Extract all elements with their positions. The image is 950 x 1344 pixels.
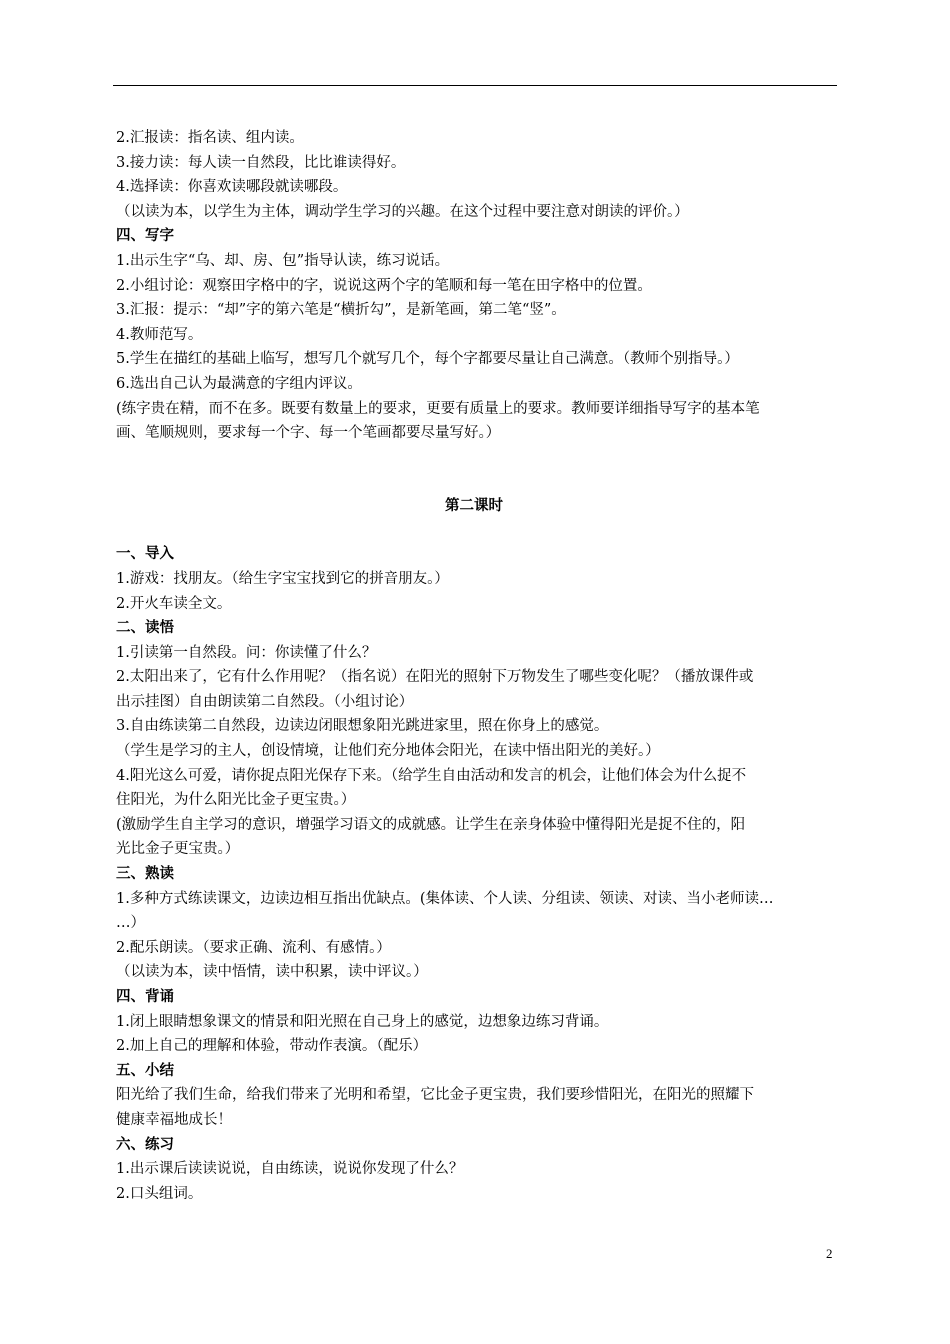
section-heading: 四、写字 [116,228,174,245]
text-line: 健康幸福地成长！ [116,1111,232,1128]
section-writing [116,126,836,446]
text-line: 1.多种方式练读课文，边读边相互指出优缺点。(集体读、个人读、分组读、领读、对读、当小老师读… [116,890,774,907]
text-line: 2.配乐朗读。（要求正确、流利、有感情。） [116,939,391,956]
text-line: 1.引读第一自然段。问：你读懂了什么？ [116,644,377,661]
text-line: 住阳光，为什么阳光比金子更宝贵。） [116,792,356,809]
section-second-lesson [116,542,836,1206]
text-line: 画、笔顺规则，要求每一个字、每一个笔画都要尽量写好。） [116,425,501,442]
text-line: 4.选择读：你喜欢读哪段就读哪段。 [116,179,348,196]
text-line: 出示挂图）自由朗读第二自然段。（小组讨论） [116,693,414,710]
text-line: 6.选出自己认为最满意的字组内评议。 [116,375,362,392]
text-line: 阳光给了我们生命，给我们带来了光明和希望，它比金子更宝贵，我们要珍惜阳光，在阳光的照耀下 [116,1087,754,1104]
section-heading: 五、小结 [116,1062,174,1079]
section-heading: 四、背诵 [116,989,174,1005]
text-line: (激励学生自主学习的意识，增强学习语文的成就感。让学生在亲身体验中懂得阳光是捉不住的，阳 [116,816,746,833]
spacer [116,518,836,542]
text-line: 4.阳光这么可爱，请你捉点阳光保存下来。（给学生自由活动和发言的机会，让他们体会为什么捉不 [116,767,747,784]
text-line: 1.出示课后读读说说，自由练读，说说你发现了什么？ [116,1161,464,1178]
text-line: （以读为本，读中悟情，读中积累，读中评议。） [116,964,428,981]
text-line: 2.小组讨论：观察田字格中的字，说说这两个字的笔顺和每一笔在田字格中的位置。 [116,277,652,294]
section-heading: 一、导入 [116,546,174,563]
text-line: …） [116,915,145,932]
header-rule [113,85,837,86]
text-line: 2.口头组词。 [116,1185,203,1202]
spacer [116,446,836,494]
section-heading: 三、熟读 [116,866,174,883]
text-line: 1.出示生字“乌、却、房、包”指导认读，练习说话。 [116,252,450,269]
text-line: 1.闭上眼睛想象课文的情景和阳光照在自己身上的感觉，边想象边练习背诵。 [116,1013,609,1030]
text-line: 4.教师范写。 [116,326,203,343]
text-line: 光比金子更宝贵。） [116,841,240,858]
text-line: 3.汇报：提示：“却”字的第六笔是“横折勾”，是新笔画，第二笔“竖”。 [116,302,566,319]
text-line: （以读为本，以学生为主体，调动学生学习的兴趣。在这个过程中要注意对朗读的评价。） [116,203,689,220]
text-line: （学生是学习的主人，创设情境，让他们充分地体会阳光，在读中悟出阳光的美好。） [116,743,660,760]
text-line: 2.汇报读：指名读、组内读。 [116,130,304,146]
text-line: 2.太阳出来了，它有什么作用呢？（指名说）在阳光的照射下万物发生了哪些变化呢？（播放课件或 [116,669,754,686]
text-line: 3.自由练读第二自然段，边读边闭眼想象阳光跳进家里，照在你身上的感觉。 [116,718,609,735]
text-line: 1.游戏：找朋友。（给生字宝宝找到它的拼音朋友。） [116,570,449,587]
page-number: 2 [826,1246,833,1261]
document-body [116,126,836,1206]
section-heading: 六、练习 [116,1136,174,1153]
text-line: 5.学生在描红的基础上临写，想写几个就写几个，每个字都要尽量让自己满意。（教师个别指导。） [116,351,739,368]
text-line: 3.接力读：每人读一自然段，比比谁读得好。 [116,154,406,171]
section-heading: 二、读悟 [116,620,174,637]
lesson-title: 第二课时 [445,497,503,514]
text-line: (练字贵在精，而不在多。既要有数量上的要求，更要有质量上的要求。教师要详细指导写字的基本笔 [116,400,760,417]
text-line: 2.加上自己的理解和体验，带动作表演。（配乐） [116,1038,428,1055]
text-line: 2.开火车读全文。 [116,595,232,612]
